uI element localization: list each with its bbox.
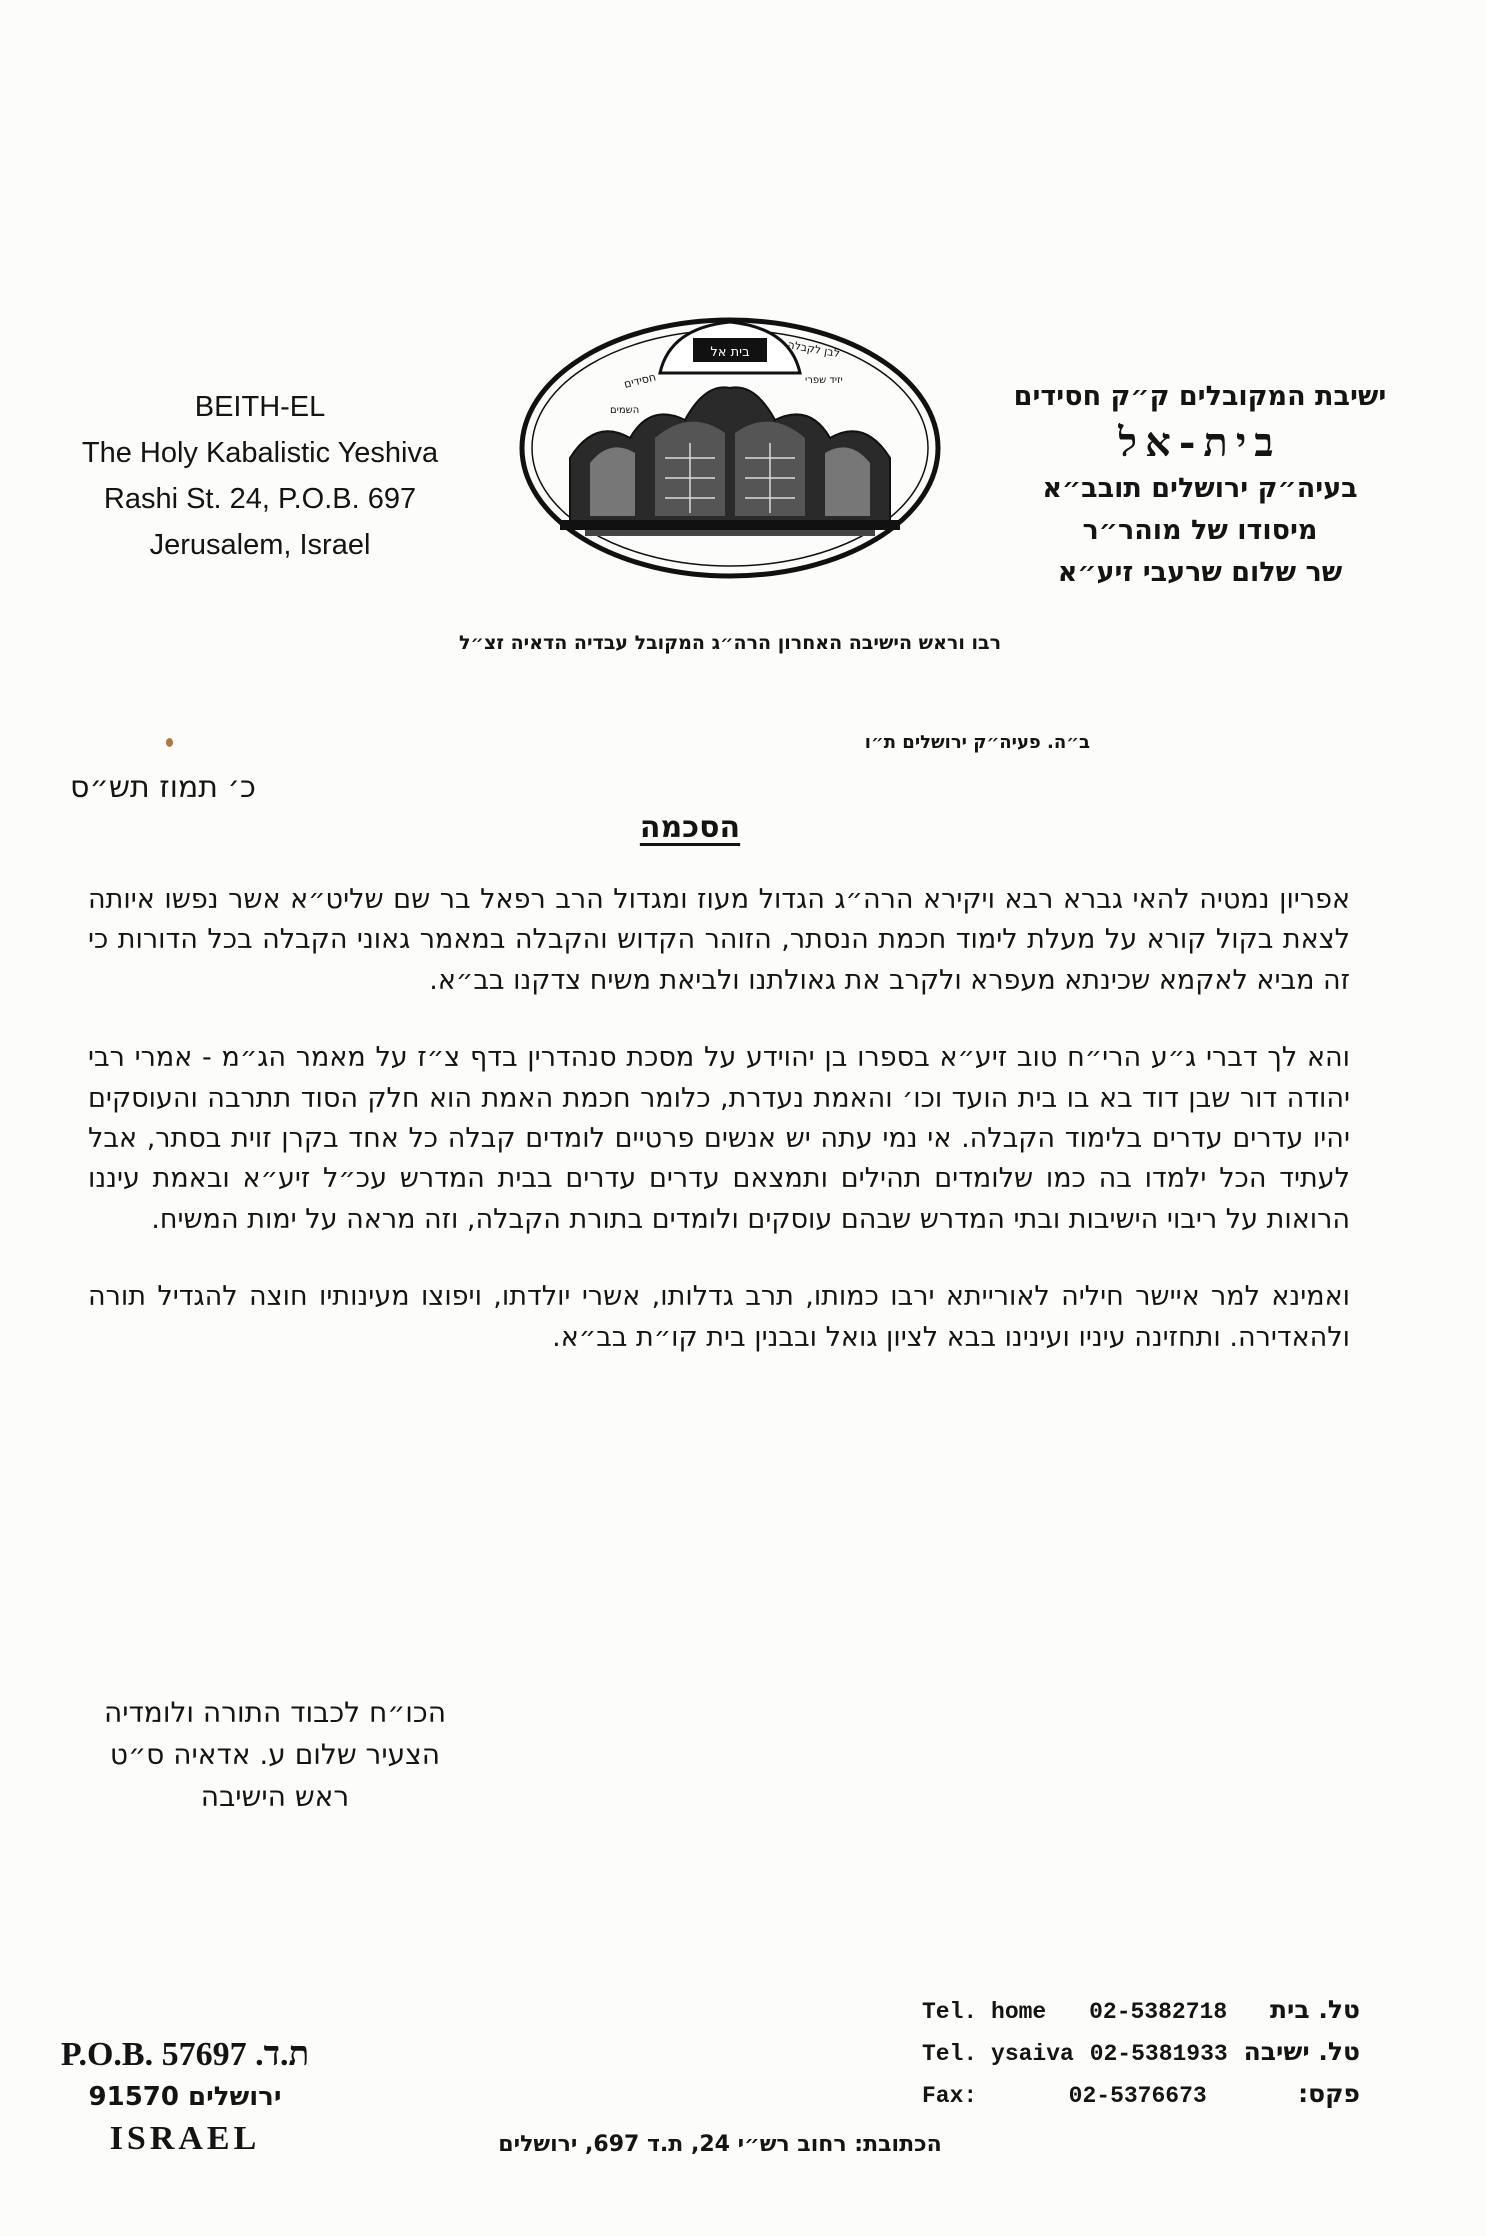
po-box-city: ירושלים 91570 <box>88 2082 282 2112</box>
signature-line: ראש הישיבה <box>200 1780 350 1813</box>
english-address-line: The Holy Kabalistic Yeshiva <box>81 437 439 469</box>
phone-number: 02-5381933 <box>1089 2041 1228 2067</box>
emblem-text: יזיד שפרי <box>805 375 843 386</box>
fax-number: 02-5376673 <box>1068 2083 1207 2109</box>
english-address-line: Jerusalem, Israel <box>149 529 371 561</box>
ink-dot <box>166 738 173 747</box>
letter-body <box>88 880 1350 1395</box>
contact-label-hebrew: פקס: <box>1298 2079 1360 2108</box>
body-paragraph: אפריון נמטיה להאי גברא רבא ויקירא הרה״ג הגדול מעוז ומגדול הרב רפאל בר שם שליט״א אשר נפשו איותה לצאת בקול קורא על מעלת לימוד חכמת הנסתר, הזוהר הקדוש והקבלה במאמר גאוני הקבלה בכל הדורות כי זה מביא לאקמא שכינתא מעפרא ולקרב את גאולתנו ולביאת משיח צדקנו בב״א. <box>88 884 1350 996</box>
contact-label-hebrew: טל. ישיבה <box>1243 2037 1360 2066</box>
po-box-block <box>20 2034 350 2160</box>
english-address <box>40 384 480 568</box>
founder-line: רבו וראש הישיבה האחרון הרה״ג המקובל עבדיה הדאיה זצ״ל <box>458 632 1002 654</box>
signature-line: הצעיר שלום ע. אדאיה ס״ט <box>109 1738 441 1771</box>
emblem-text: חסידים <box>622 370 658 391</box>
emblem-text: לבן לקבלה <box>786 338 841 361</box>
signature-line: הכו״ח לכבוד התורה ולומדיה <box>103 1696 447 1729</box>
contact-label-hebrew: טל. בית <box>1269 1995 1360 2024</box>
hebrew-address-line: ישיבת המקובלים ק״ק חסידים <box>1013 381 1387 412</box>
po-box-country: ISRAEL <box>109 2120 261 2157</box>
yeshiva-emblem-logo <box>515 308 945 583</box>
contact-row <box>922 2074 1360 2116</box>
emblem-text: השמים <box>610 405 640 416</box>
letter-date: כ׳ תמוז תש״ס <box>70 770 256 805</box>
english-address-line: Rashi St. 24, P.O.B. 697 <box>103 483 417 515</box>
english-address-line: BEITH-EL <box>194 391 326 423</box>
contact-label: Tel. home <box>922 1999 1047 2025</box>
contact-row <box>922 1990 1360 2032</box>
letter-title: הסכמה <box>639 810 741 845</box>
emblem-text: בית אל <box>710 345 750 360</box>
bsd-location-line: ב״ה. פעיה״ק ירושלים ת״ו <box>864 732 1090 753</box>
contact-block <box>922 1990 1360 2116</box>
street-address: הכתובת: רחוב רש״י 24, ת.ד 697, ירושלים <box>498 2132 942 2157</box>
contact-label: Tel. ysaiva <box>922 2041 1074 2067</box>
yeshiva-name: בית-אל <box>1118 419 1282 466</box>
body-paragraph: ואמינא למר איישר חיליה לאורייתא ירבו כמותו, תרב גדלותו, אשרי יולדתו, ויפוצו מעינותיו חוצה להגדיל תורה ולהאדירה. ותחזינה עיניו ועינינו בבא לציון גואל ובבנין בית קו״ת בב״א. <box>88 1281 1350 1353</box>
phone-number: 02-5382718 <box>1089 1999 1228 2025</box>
signature-block <box>55 1692 495 1818</box>
hebrew-address-line: מיסודו של מוהר״ר <box>1082 515 1318 546</box>
body-paragraph: והא לך דברי ג״ע הרי״ח טוב זיע״א בספרו בן יהוידע על מסכת סנהדרין בדף צ״ז על מאמר הג״מ - אמרי רבי יהודה דור שבן דוד בא בו בית הועד וכו׳ והאמת נעדרת, כלומר חכמת האמת הוא חלק הסוד תתרבה והעוסקים יהיו עדרים עדרים בלימוד הקבלה. אי נמי עתה יש אנשים פרטיים לומדים קבלה כל אחד בקרן זוית בסתר, אבל לעתיד הכל ילמדו בה כמו שלומדים תהילים ותמצאם עדרים עדרים בבית המדרש עכ״ל זיע״א ובאמת עיננו הרואות על ריבוי הישיבות ובתי המדרש שבהם עוסקים ולומדים בתורת הקבלה, וזה מראה על ימות המשיח. <box>88 1042 1350 1235</box>
po-box-line: P.O.B. 57697 .ת.ד <box>60 2036 310 2073</box>
contact-label: Fax: <box>922 2083 978 2109</box>
hebrew-address <box>1000 376 1400 594</box>
hebrew-address-line: בעיה״ק ירושלים תובב״א <box>1042 473 1358 504</box>
hebrew-address-line: שר שלום שרעבי זיע״א <box>1057 557 1343 588</box>
contact-row <box>922 2032 1360 2074</box>
